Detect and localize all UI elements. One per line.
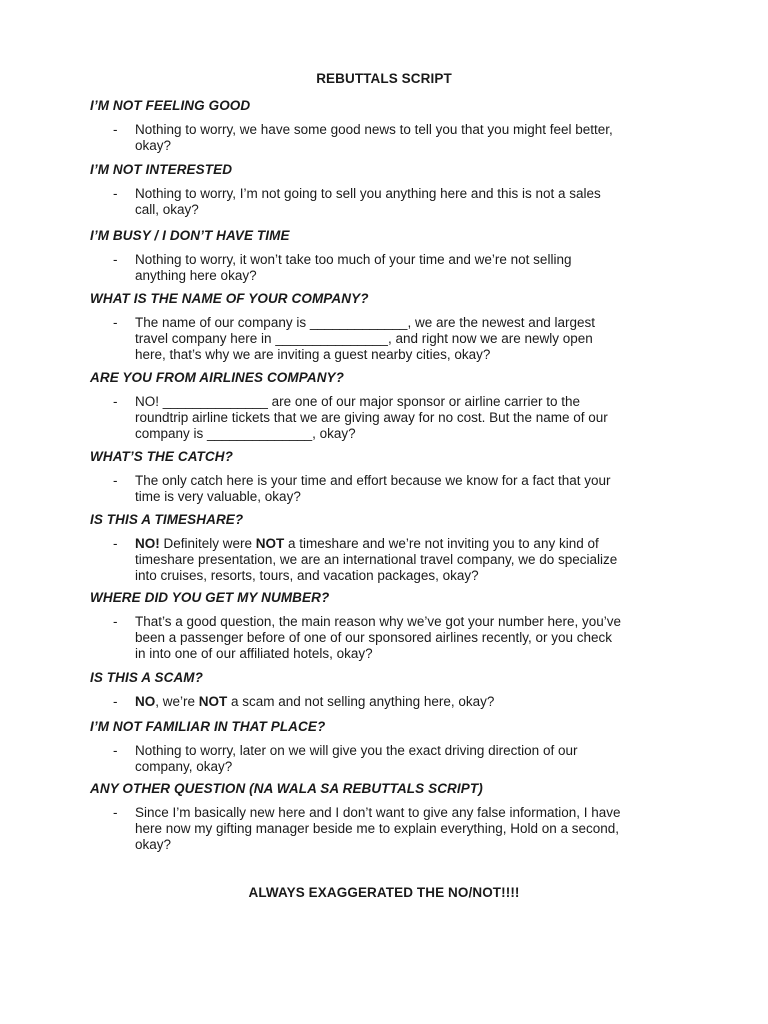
emphasis-text: NOT xyxy=(198,694,228,709)
bullet-dash: - xyxy=(113,536,118,551)
bullet-dash: - xyxy=(113,614,118,629)
rebuttal-item xyxy=(90,670,690,710)
bullet-dash: - xyxy=(113,315,118,330)
rebuttal-item xyxy=(90,98,690,154)
rebuttal-answer xyxy=(90,614,690,662)
answer-text xyxy=(135,694,690,710)
rebuttal-question: WHAT’S THE CATCH? xyxy=(90,449,233,464)
rebuttal-answer xyxy=(90,394,690,442)
answer-text: Nothing to worry, it won’t take too much of your time and we’re not selling anything here okay? xyxy=(135,252,572,283)
rebuttal-answer xyxy=(90,186,690,218)
emphasis-text: NOT xyxy=(255,536,285,551)
answer-text: Nothing to worry, we have some good news to tell you that you might feel better, okay? xyxy=(135,122,613,153)
rebuttal-question: IS THIS A SCAM? xyxy=(90,670,204,685)
rebuttal-question: ANY OTHER QUESTION (NA WALA SA REBUTTALS SCRIPT) xyxy=(90,781,483,796)
bullet-dash: - xyxy=(113,186,118,201)
answer-segment: Definitely were xyxy=(159,536,256,551)
rebuttal-question: I’M BUSY / I DON’T HAVE TIME xyxy=(90,228,290,243)
rebuttal-question: I’M NOT INTERESTED xyxy=(90,162,233,177)
rebuttal-question: IS THIS A TIMESHARE? xyxy=(90,512,244,527)
document-title: REBUTTALS SCRIPT xyxy=(316,71,452,86)
rebuttal-item xyxy=(90,162,690,218)
rebuttal-question: WHERE DID YOU GET MY NUMBER? xyxy=(90,590,330,605)
rebuttal-item xyxy=(90,781,690,853)
rebuttal-answer xyxy=(90,122,690,154)
rebuttal-answer xyxy=(90,315,690,363)
rebuttal-item xyxy=(90,370,690,442)
rebuttal-question: ARE YOU FROM AIRLINES COMPANY? xyxy=(90,370,345,385)
answer-text: The name of our company is _____________, we are the newest and largest travel company here in _______________, and right now we are newly open here, that’s why we are inviting a guest nearby cities, okay? xyxy=(135,315,596,362)
rebuttal-answer xyxy=(90,536,690,584)
rebuttal-answer xyxy=(90,252,690,284)
bullet-dash: - xyxy=(113,743,118,758)
answer-text: Since I’m basically new here and I don’t want to give any false information, I have here now my gifting manager beside me to explain everything, Hold on a second, okay? xyxy=(135,805,621,852)
answer-text: NO! ______________ are one of our major sponsor or airline carrier to the roundtrip airline tickets that we are giving away for no cost. But the name of our company is ______________, okay? xyxy=(135,394,608,441)
rebuttal-item xyxy=(90,719,690,775)
answer-text: The only catch here is your time and effort because we know for a fact that your time is very valuable, okay? xyxy=(135,473,611,504)
bullet-dash: - xyxy=(113,473,118,488)
answer-segment: , we’re xyxy=(155,694,199,709)
bullet-dash: - xyxy=(113,252,118,267)
rebuttal-answer xyxy=(90,694,690,710)
rebuttal-answer xyxy=(90,805,690,853)
rebuttal-question: I’M NOT FAMILIAR IN THAT PLACE? xyxy=(90,719,326,734)
document-footer-note: ALWAYS EXAGGERATED THE NO/NOT!!!! xyxy=(248,885,520,900)
bullet-dash: - xyxy=(113,122,118,137)
answer-text xyxy=(135,536,690,584)
emphasis-text: NO! xyxy=(135,536,160,551)
rebuttal-item xyxy=(90,449,690,505)
rebuttal-item xyxy=(90,291,690,363)
answer-text: Nothing to worry, later on we will give you the exact driving direction of our company, okay? xyxy=(135,743,578,774)
answer-text: Nothing to worry, I’m not going to sell you anything here and this is not a sales call, okay? xyxy=(135,186,601,217)
answer-segment: a timeshare and we’re not inviting you to any kind of timeshare presentation, we are an international travel company, we do specialize into cruises, resorts, tours, and vacation packages, okay? xyxy=(135,536,618,583)
answer-text: That’s a good question, the main reason why we’ve got your number here, you’ve been a passenger before of one of our sponsored airlines recently, or you check in into one of our affiliated hotels, okay? xyxy=(135,614,622,661)
rebuttal-item xyxy=(90,512,690,584)
bullet-dash: - xyxy=(113,394,118,409)
emphasis-text: NO xyxy=(135,694,156,709)
bullet-dash: - xyxy=(113,805,118,820)
rebuttal-item xyxy=(90,590,690,662)
rebuttal-item xyxy=(90,228,690,284)
rebuttal-question: I’M NOT FEELING GOOD xyxy=(90,98,251,113)
rebuttal-answer xyxy=(90,743,690,775)
answer-segment: a scam and not selling anything here, okay? xyxy=(227,694,495,709)
rebuttal-question: WHAT IS THE NAME OF YOUR COMPANY? xyxy=(90,291,369,306)
rebuttal-answer xyxy=(90,473,690,505)
bullet-dash: - xyxy=(113,694,118,709)
